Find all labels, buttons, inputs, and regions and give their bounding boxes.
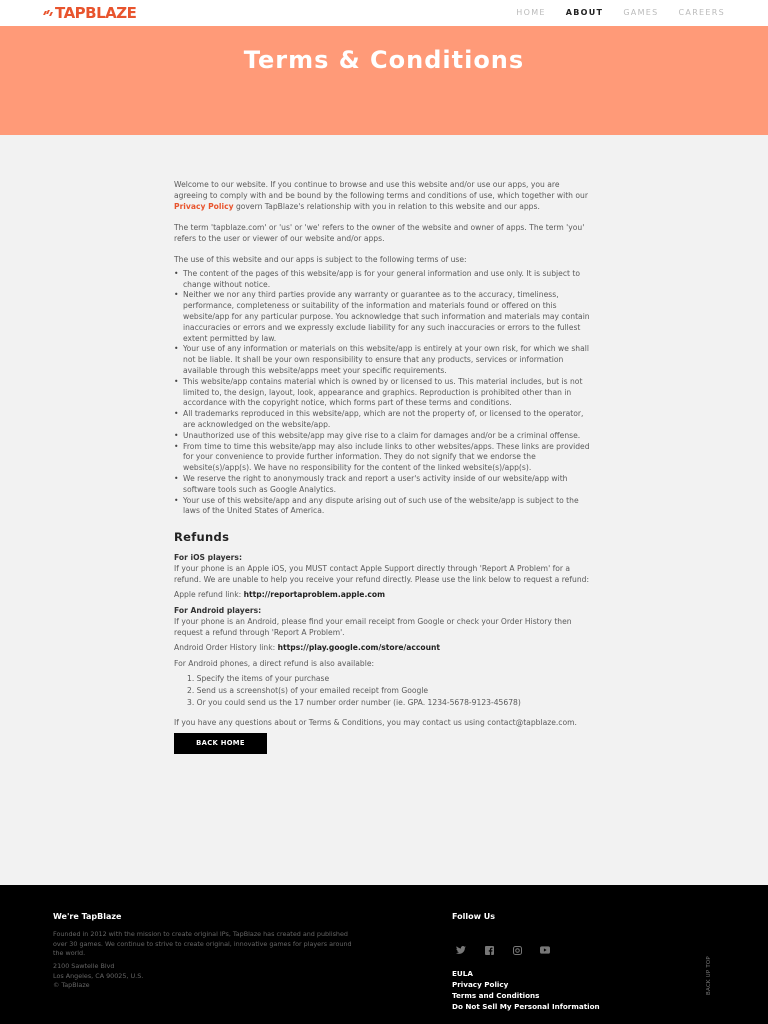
terms-intro: The use of this website and our apps is subject to the following terms of use: — [174, 254, 467, 264]
logo-text: TAPBLAZE — [55, 4, 137, 22]
nav-menu — [496, 8, 725, 17]
copyright: © TapBlaze — [53, 981, 90, 989]
eula-link[interactable]: EULA — [452, 969, 473, 978]
android-order-link[interactable]: https://play.google.com/store/account — [277, 643, 441, 653]
intro-text: Welcome to our website. If you continue to browse and use this website and/or use our apps, you are agreeing to comply with and be bound by the following terms and conditions of use, which together with our — [174, 180, 588, 200]
list-item: 2. Send us a screenshot(s) of your emailed receipt from Google — [187, 686, 429, 696]
logo-flame-icon — [42, 10, 54, 16]
nav-home[interactable]: HOME — [516, 8, 546, 17]
intro-paragraph — [174, 180, 594, 212]
hero-banner — [0, 26, 768, 135]
refunds-heading: Refunds — [174, 530, 230, 545]
footer-address — [53, 962, 143, 991]
address-line: 2100 Sawtelle Blvd — [53, 962, 115, 970]
tapblaze-logo[interactable] — [42, 4, 136, 22]
list-item: • Your use of this website/app and any dispute arising out of such use of the website/app is subject to the laws of the United States of America. — [164, 496, 594, 518]
intro-text-end: govern TapBlaze's relationship with you in relation to this website and our apps. — [233, 201, 540, 211]
ios-link-line — [174, 590, 594, 601]
back-to-top-link[interactable]: BACK UP TOP — [706, 956, 712, 995]
ios-link-label: Apple refund link: — [174, 590, 244, 600]
facebook-icon[interactable] — [484, 946, 494, 954]
list-item: • Your use of any information or materials on this website/app is entirely at your own risk, for which we shall not be liable. It shall be your own responsibility to ensure that any products, services or information available through this website/apps meet your specific requirements. — [164, 344, 594, 376]
address-line: Los Angeles, CA 90025, U.S. — [53, 971, 144, 980]
list-item: • Unauthorized use of this website/app may give rise to a claim for damages and/or be a criminal offense. — [164, 431, 594, 442]
apple-refund-link[interactable]: http://reportaproblem.apple.com — [243, 590, 385, 600]
refund-steps — [187, 673, 594, 709]
youtube-icon[interactable] — [540, 946, 550, 954]
android-direct: For Android phones, a direct refund is also available: — [174, 659, 375, 669]
instagram-icon[interactable] — [512, 946, 522, 954]
terms-footer-link[interactable]: Terms and Conditions — [452, 991, 540, 1000]
privacy-policy-footer-link[interactable]: Privacy Policy — [452, 980, 509, 989]
ios-heading: For iOS players: — [174, 552, 242, 562]
footer-links — [452, 968, 600, 1012]
list-item: • Neither we nor any third parties provide any warranty or guarantee as to the accuracy, timeliness, performance, completeness or suitability of the information and materials found or offered on this website/app for any particular purpose. You acknowledge that such information and materials may contain inaccuracies or errors and we expressly exclude liability for any such inaccuracies or errors to the fullest extent permitted by law. — [164, 290, 594, 344]
term-definition: The term 'tapblaze.com' or 'us' or 'we' refers to the owner of the website and owner of apps. The term 'you' refers to the user or viewer of our website and/or apps. — [174, 222, 585, 243]
footer-about-text: Founded in 2012 with the mission to create original IPs, TapBlaze has created and published over 30 games. We continue to strive to create original, innovative games for players around the world. — [53, 930, 352, 957]
list-item: • We reserve the right to anonymously track and report a user's activity inside of our website/app with software tools such as Google Analytics. — [164, 474, 594, 496]
list-item: 3. Or you could send us the 17 number order number (ie. GPA. 1234-5678-9123-45678) — [187, 698, 521, 708]
nav-games[interactable]: GAMES — [623, 8, 659, 17]
footer — [0, 885, 768, 1024]
android-link-line — [174, 643, 594, 654]
social-icons — [456, 946, 568, 954]
list-item: • All trademarks reproduced in this website/app, which are not the property of, or licensed to the operator, are acknowledged on the website/app. — [164, 409, 594, 431]
twitter-icon[interactable] — [456, 946, 466, 954]
android-heading: For Android players: — [174, 606, 262, 616]
android-text: If your phone is an Android, please find your email receipt from Google or check your Order History then request a refund through 'Report A Problem'. — [174, 616, 572, 637]
list-item: • From time to time this website/app may also include links to other websites/apps. These links are provided for your convenience to provide further information. They do not signify that we endorse the website(s)/app(s). We have no responsibility for the content of the linked website(s)/app(s). — [164, 442, 594, 474]
nav-about[interactable]: ABOUT — [565, 8, 604, 17]
list-item: • This website/app contains material which is owned by or licensed to us. This material includes, but is not limited to, the design, layout, look, appearance and graphics. Reproduction is prohibited other than in accordance with the copyright notice, which forms part of these terms and conditions. — [164, 377, 594, 409]
ios-text: If your phone is an Apple iOS, you MUST contact Apple Support directly through 'Report A Problem' for a refund. We are unable to help you receive your refund directly. Please use the link below to request a refund: — [174, 563, 590, 584]
terms-list — [164, 269, 594, 517]
contact-text: If you have any questions about or Terms & Conditions, you may contact us using contact@tapblaze.com. — [174, 718, 577, 728]
follow-us-title: Follow Us — [452, 912, 496, 921]
top-nav — [0, 0, 768, 26]
back-home-button[interactable]: BACK HOME — [174, 733, 267, 754]
terms-content — [174, 180, 594, 754]
page-title: Terms & Conditions — [243, 46, 525, 74]
do-not-sell-link[interactable]: Do Not Sell My Personal Information — [452, 1002, 600, 1011]
footer-about-title: We're TapBlaze — [53, 912, 122, 921]
privacy-policy-link[interactable]: Privacy Policy — [174, 201, 234, 211]
list-item: 1. Specify the items of your purchase — [187, 674, 330, 684]
android-link-label: Android Order History link: — [174, 643, 278, 653]
list-item: • The content of the pages of this website/app is for your general information and use only. It is subject to change without notice. — [164, 269, 594, 291]
nav-careers[interactable]: CAREERS — [678, 8, 725, 17]
